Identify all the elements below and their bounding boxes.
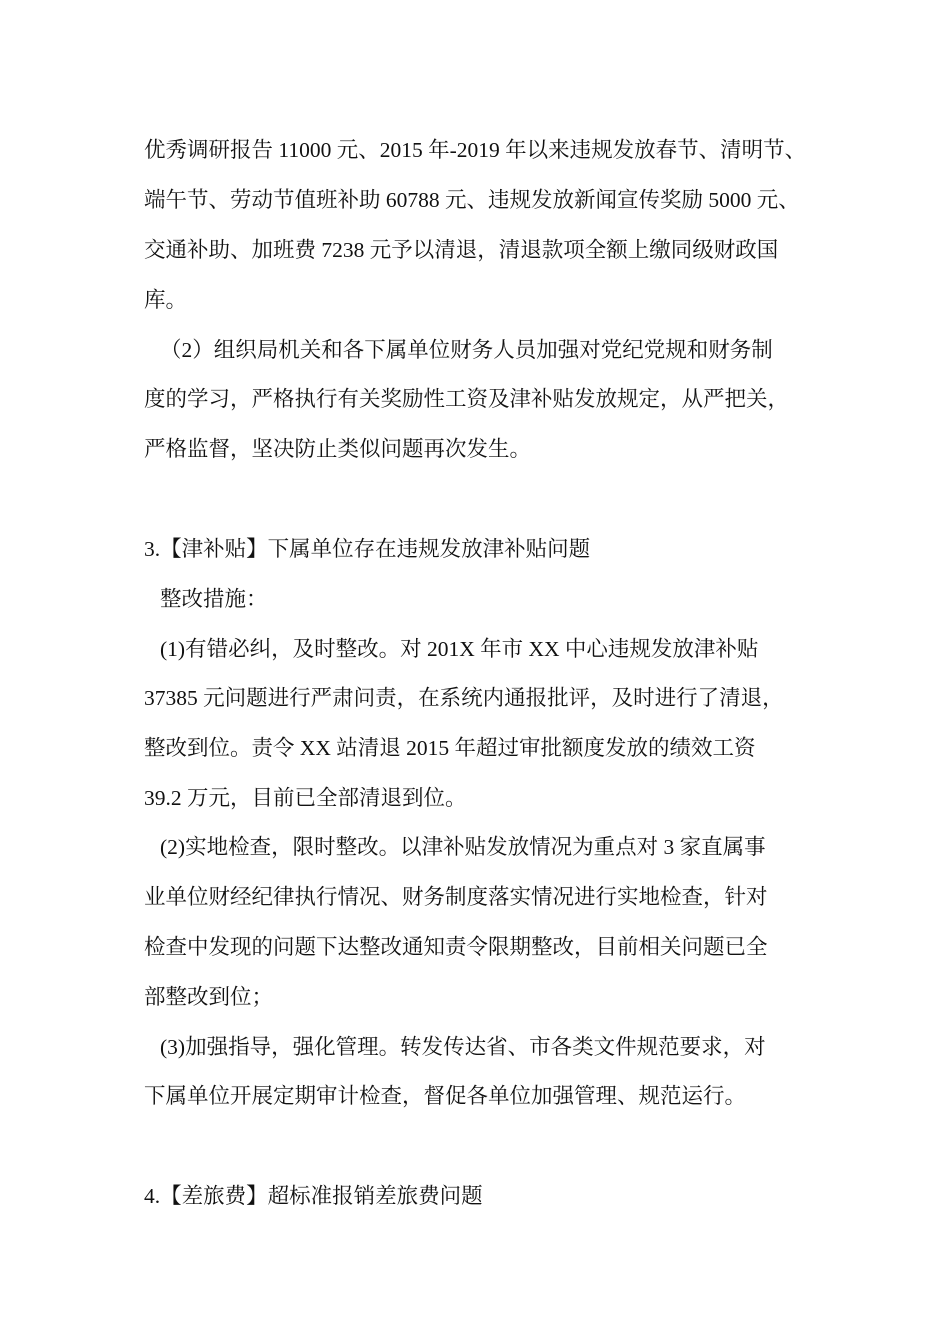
paragraph-line: 下属单位开展定期审计检查，督促各单位加强管理、规范运行。 (144, 1084, 747, 1108)
paragraph-line: 交通补助、加班费 7238 元予以清退，清退款项全额上缴同级财政国 (144, 238, 779, 262)
paragraph-line: 业单位财经纪律执行情况、财务制度落实情况进行实地检查，针对 (144, 885, 768, 909)
subheading: 整改措施： (160, 587, 268, 611)
paragraph-line: 检查中发现的问题下达整改通知责令限期整改，目前相关问题已全 (144, 935, 768, 959)
paragraph-line: 39.2 万元，目前已全部清退到位。 (144, 786, 467, 810)
paragraph-line: 部整改到位； (144, 985, 274, 1009)
paragraph-line: 库。 (144, 288, 188, 312)
paragraph-line: 端午节、劳动节值班补助 60788 元、违规发放新闻宣传奖励 5000 元、 (144, 188, 800, 212)
paragraph-line: 度的学习，严格执行有关奖励性工资及津补贴发放规定，从严把关， (144, 387, 790, 411)
section-heading: 4.【差旅费】超标准报销差旅费问题 (144, 1184, 483, 1208)
section-heading: 3.【津补贴】下属单位存在违规发放津补贴问题 (144, 537, 591, 561)
paragraph-line: (2)实地检查，限时整改。以津补贴发放情况为重点对 3 家直属事 (160, 835, 766, 859)
paragraph-line: 优秀调研报告 11000 元、2015 年-2019 年以来违规发放春节、清明节、 (144, 138, 807, 162)
paragraph-line: （2）组织局机关和各下属单位财务人员加强对党纪党规和财务制 (160, 338, 773, 362)
paragraph-line: 37385 元问题进行严肃问责，在系统内通报批评，及时进行了清退， (144, 686, 784, 710)
paragraph-line: (1)有错必纠，及时整改。对 201X 年市 XX 中心违规发放津补贴 (160, 637, 759, 661)
paragraph-line: 严格监督，坚决防止类似问题再次发生。 (144, 437, 532, 461)
paragraph-line: (3)加强指导，强化管理。转发传达省、市各类文件规范要求，对 (160, 1035, 766, 1059)
paragraph-line: 整改到位。责令 XX 站清退 2015 年超过审批额度发放的绩效工资 (144, 736, 756, 760)
